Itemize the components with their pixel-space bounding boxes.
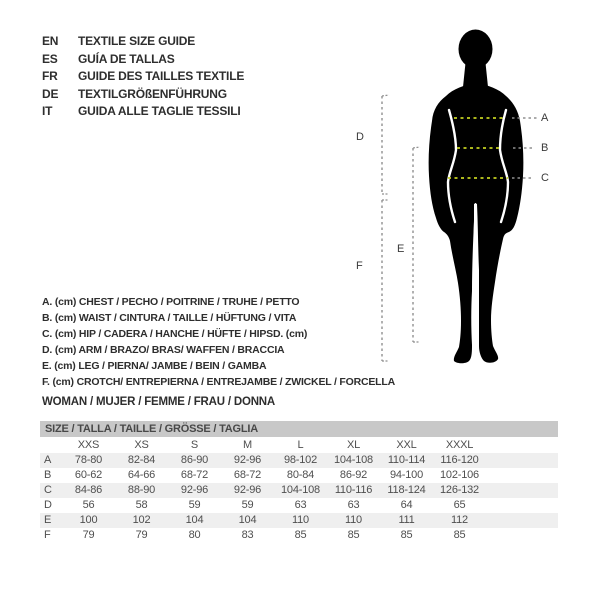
cell-value: 92-96 — [233, 484, 262, 496]
measurement-legend — [42, 294, 395, 390]
cell-value: 85 — [294, 529, 307, 541]
cell-value: 80 — [188, 529, 201, 541]
corner-cell — [40, 437, 62, 453]
cell-value: 92-96 — [233, 454, 262, 466]
col-header-xs: XS — [134, 439, 149, 451]
cell-value: 86-92 — [339, 469, 368, 481]
cell-value: 63 — [294, 499, 307, 511]
cell-value: 110-114 — [387, 454, 426, 466]
marker-c: C — [541, 172, 549, 184]
lang-code: FR — [42, 69, 58, 84]
cell-value: 85 — [400, 529, 413, 541]
guide-title: TEXTILE SIZE GUIDE — [78, 34, 196, 48]
cell-value: 82-84 — [127, 454, 156, 466]
table-row-a — [40, 453, 558, 468]
arm-dimension-tick-top — [382, 95, 389, 96]
size-table — [40, 421, 558, 543]
col-header-xxxl: XXXL — [445, 439, 474, 451]
table-row-c — [40, 483, 558, 498]
marker-e: E — [397, 243, 405, 255]
cell-value: 104-108 — [334, 454, 373, 466]
cell-value: 98-102 — [283, 454, 318, 466]
cell-value: 60-62 — [74, 469, 103, 481]
filler-cell — [486, 528, 558, 543]
col-header-xl: XL — [346, 439, 361, 451]
section-title-woman: WOMAN / MUJER / FEMME / FRAU / DONNA — [42, 396, 276, 408]
table-row-b — [40, 468, 558, 483]
cell-value: 65 — [453, 499, 466, 511]
cell-value: 110 — [292, 514, 309, 526]
marker-a: A — [541, 112, 549, 124]
lang-code: DE — [42, 86, 59, 101]
cell-value: 79 — [135, 529, 148, 541]
marker-b: B — [541, 142, 549, 154]
size-table-column-header-row — [40, 437, 558, 453]
cell-value: 100 — [79, 514, 98, 526]
cell-value: 58 — [135, 499, 148, 511]
size-table-header-bar: SIZE / TALLA / TAILLE / GRÖSSE / TAGLIA — [40, 421, 558, 437]
cell-value: 79 — [82, 529, 95, 541]
cell-value: 68-72 — [180, 469, 209, 481]
cell-value: 104 — [185, 514, 204, 526]
legend-line-hip: C. (cm) HIP / CADERA / HANCHE / HÜFTE / HIPSD. (cm) — [42, 328, 308, 340]
cell-value: 63 — [347, 499, 360, 511]
cell-value: 84-86 — [74, 484, 103, 496]
filler-cell — [486, 498, 558, 513]
cell-value: 102-106 — [440, 469, 479, 481]
filler-cell — [486, 468, 558, 483]
filler-cell — [486, 483, 558, 498]
row-label: F — [44, 529, 51, 541]
marker-d: D — [356, 131, 364, 143]
cell-value: 80-84 — [286, 469, 315, 481]
guide-title: GUÍA DE TALLAS — [78, 51, 175, 66]
row-label: A — [44, 454, 52, 466]
guide-title: TEXTILGRÖßENFÜHRUNG — [78, 86, 227, 101]
legend-line-waist: B. (cm) WAIST / CINTURA / TAILLE / HÜFTUNG / VITA — [42, 312, 297, 324]
cell-value: 126-132 — [440, 484, 479, 496]
lang-code: IT — [42, 104, 53, 119]
table-row-e — [40, 513, 558, 528]
table-row-d — [40, 498, 558, 513]
silhouette-neck — [463, 58, 488, 87]
cell-value: 68-72 — [233, 469, 262, 481]
leg-gap — [474, 204, 475, 346]
row-label: C — [44, 484, 52, 496]
cell-value: 104-108 — [281, 484, 320, 496]
table-row-f — [40, 528, 558, 543]
legend-line-crotch: F. (cm) CROTCH/ ENTREPIERNA / ENTREJAMBE / ZWICKEL / FORCELLA — [42, 376, 395, 388]
cell-value: 112 — [451, 514, 468, 526]
cell-value: 59 — [241, 499, 254, 511]
cell-value: 86-90 — [180, 454, 209, 466]
cell-value: 110-116 — [334, 484, 373, 496]
cell-value: 104 — [238, 514, 257, 526]
col-header-xxs: XXS — [77, 439, 100, 451]
col-header-s: S — [190, 439, 199, 451]
cell-value: 85 — [453, 529, 466, 541]
cell-value: 78-80 — [74, 454, 103, 466]
col-header-xxl: XXL — [396, 439, 417, 451]
filler-cell — [486, 453, 558, 468]
cell-value: 64-66 — [127, 469, 156, 481]
cell-value: 111 — [398, 514, 415, 526]
cell-value: 83 — [241, 529, 254, 541]
lang-code: ES — [42, 51, 58, 66]
guide-title: GUIDA ALLE TAGLIE TESSILI — [78, 104, 241, 119]
lang-code: EN — [42, 34, 59, 48]
marker-f: F — [356, 260, 363, 272]
row-label: B — [44, 469, 52, 481]
filler-cell — [486, 437, 558, 453]
cell-value: 85 — [347, 529, 360, 541]
cell-value: 116-120 — [440, 454, 479, 466]
cell-value: 56 — [82, 499, 95, 511]
filler-cell — [486, 513, 558, 528]
cell-value: 92-96 — [180, 484, 209, 496]
cell-value: 59 — [188, 499, 201, 511]
cell-value: 110 — [345, 514, 362, 526]
legend-line-leg: E. (cm) LEG / PIERNA/ JAMBE / BEIN / GAMBA — [42, 360, 267, 372]
guide-title: GUIDE DES TAILLES TEXTILE — [78, 69, 245, 84]
col-header-l: L — [297, 439, 304, 451]
cell-value: 88-90 — [127, 484, 156, 496]
cell-value: 118-124 — [387, 484, 426, 496]
silhouette-body — [429, 83, 524, 363]
col-header-m: M — [243, 439, 252, 451]
legend-line-chest: A. (cm) CHEST / PECHO / POITRINE / TRUHE / PETTO — [42, 296, 300, 308]
cell-value: 94-100 — [389, 469, 424, 481]
cell-value: 102 — [132, 514, 151, 526]
row-label: E — [44, 514, 52, 526]
cell-value: 64 — [400, 499, 413, 511]
leg-dimension-tick-top — [413, 147, 420, 148]
legend-line-arm: D. (cm) ARM / BRAZO/ BRAS/ WAFFEN / BRACCIA — [42, 344, 285, 356]
row-label: D — [44, 499, 52, 511]
